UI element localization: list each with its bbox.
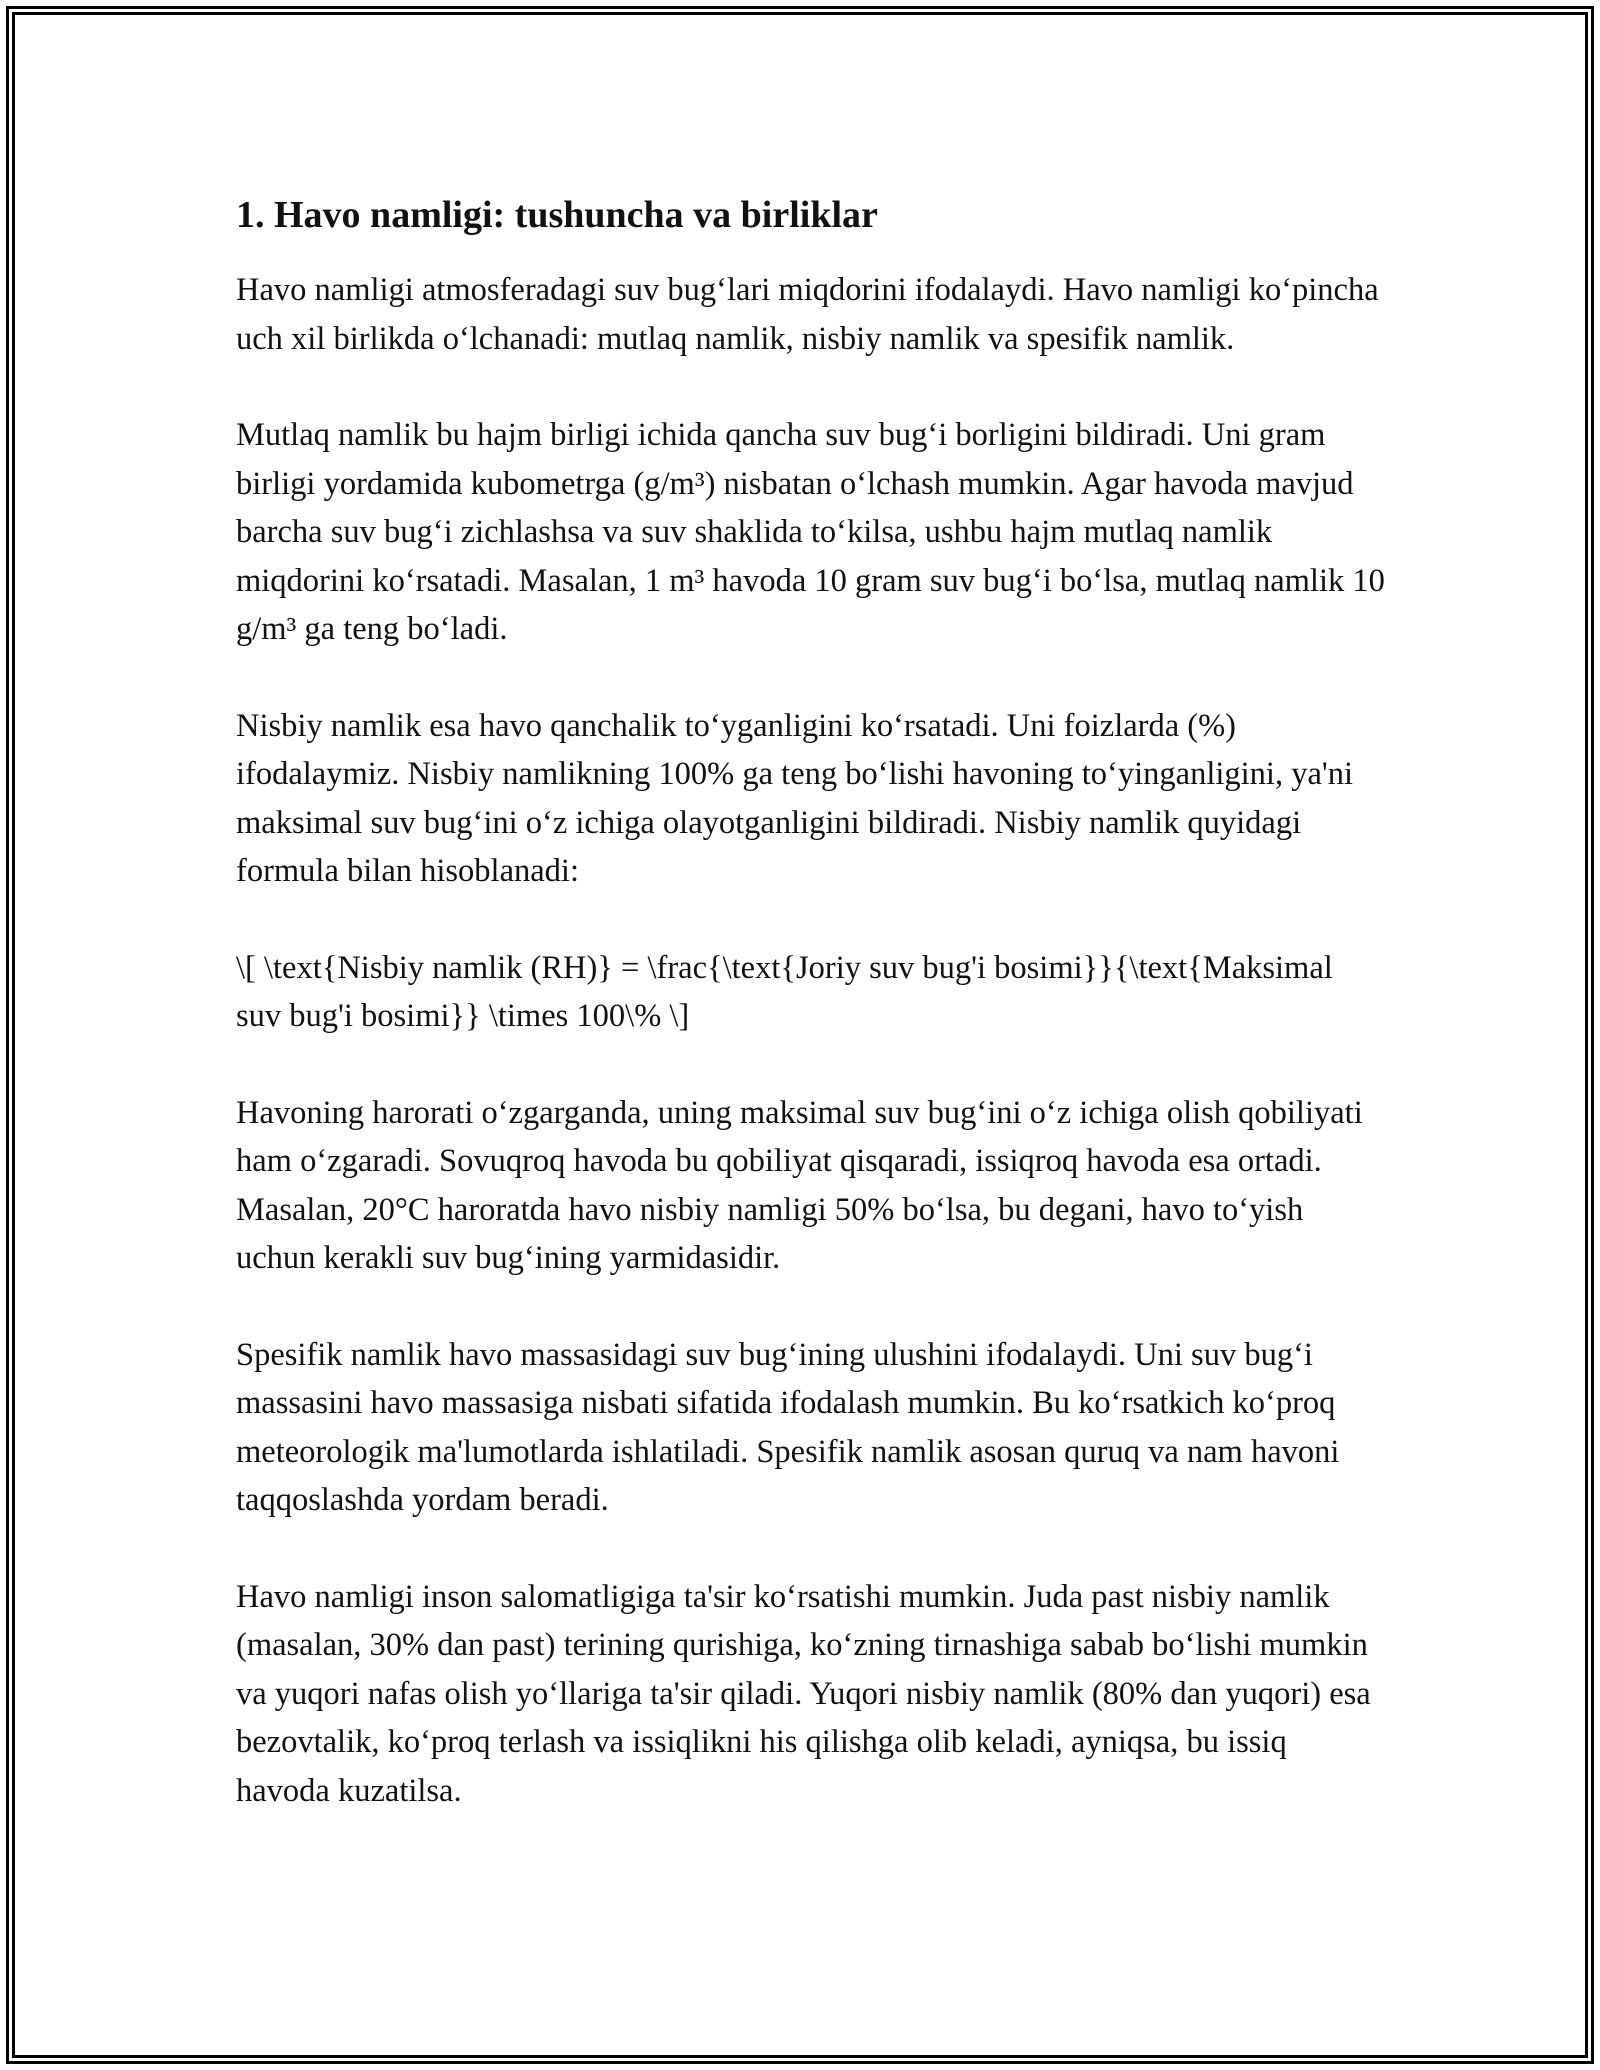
paragraph-intro: Havo namligi atmosferadagi suv bug‘lari miqdorini ifodalaydi. Havo namligi ko‘pincha uch xil birlikda o‘lchanadi: mutlaq namlik, nisbiy namlik va spesifik namlik. — [236, 272, 1379, 357]
formula-relative-humidity: \[ \text{Nisbiy namlik (RH)} = \frac{\text{Joriy suv bug'i bosimi}}{\text{Maksimal suv bug'i bosimi}} \times 100\% \] — [236, 949, 1333, 1034]
paragraph-specific-humidity: Spesifik namlik havo massasidagi suv bug‘ining ulushini ifodalaydi. Uni suv bug‘i massasini havo massasiga nisbati sifatida ifodalash mumkin. Bu ko‘rsatkich ko‘proq meteorologik ma'lumotlarda ishlatiladi. Spesifik namlik asosan quruq va nam havoni taqqoslashda yordam beradi. — [236, 1336, 1340, 1518]
section-heading: 1. Havo namligi: tushuncha va birliklar — [236, 194, 878, 236]
document-body — [236, 190, 1386, 1863]
paragraph-health-effects: Havo namligi inson salomatligiga ta'sir ko‘rsatishi mumkin. Juda past nisbiy namlik (masalan, 30% dan past) terining qurishiga, ko‘zning tirnashiga sabab bo‘lishi mumkin va yuqori nafas olish yo‘llariga ta'sir qiladi. Yuqori nisbiy namlik (80% dan yuqori) esa bezovtalik, ko‘proq terlash va issiqlikni his qilishga olib keladi, ayniqsa, bu issiq havoda kuzatilsa. — [236, 1578, 1371, 1809]
paragraph-temperature-effect: Havoning harorati o‘zgarganda, uning maksimal suv bug‘ini o‘z ichiga olish qobiliyati ham o‘zgaradi. Sovuqroq havoda bu qobiliyat qisqaradi, issiqroq havoda esa ortadi. Masalan, 20°C haroratda havo nisbiy namligi 50% bo‘lsa, bu degani, havo to‘yish uchun kerakli suv bug‘ining yarmidasidir. — [236, 1094, 1363, 1276]
paragraph-relative-humidity: Nisbiy namlik esa havo qanchalik to‘yganligini ko‘rsatadi. Uni foizlarda (%) ifodalaymiz. Nisbiy namlikning 100% ga teng bo‘lishi havoning to‘yinganligini, ya'ni maksimal suv bug‘ini o‘z ichiga olayotganligini bildiradi. Nisbiy namlik quyidagi formula bilan hisoblanadi: — [236, 707, 1354, 889]
paragraph-absolute-humidity: Mutlaq namlik bu hajm birligi ichida qancha suv bug‘i borligini bildiradi. Uni gram birligi yordamida kubometrga (g/m³) nisbatan o‘lchash mumkin. Agar havoda mavjud barcha suv bug‘i zichlashsa va suv shaklida to‘kilsa, ushbu hajm mutlaq namlik miqdorini ko‘rsatadi. Masalan, 1 m³ havoda 10 gram suv bug‘i bo‘lsa, mutlaq namlik 10 g/m³ ga teng bo‘ladi. — [236, 417, 1385, 647]
